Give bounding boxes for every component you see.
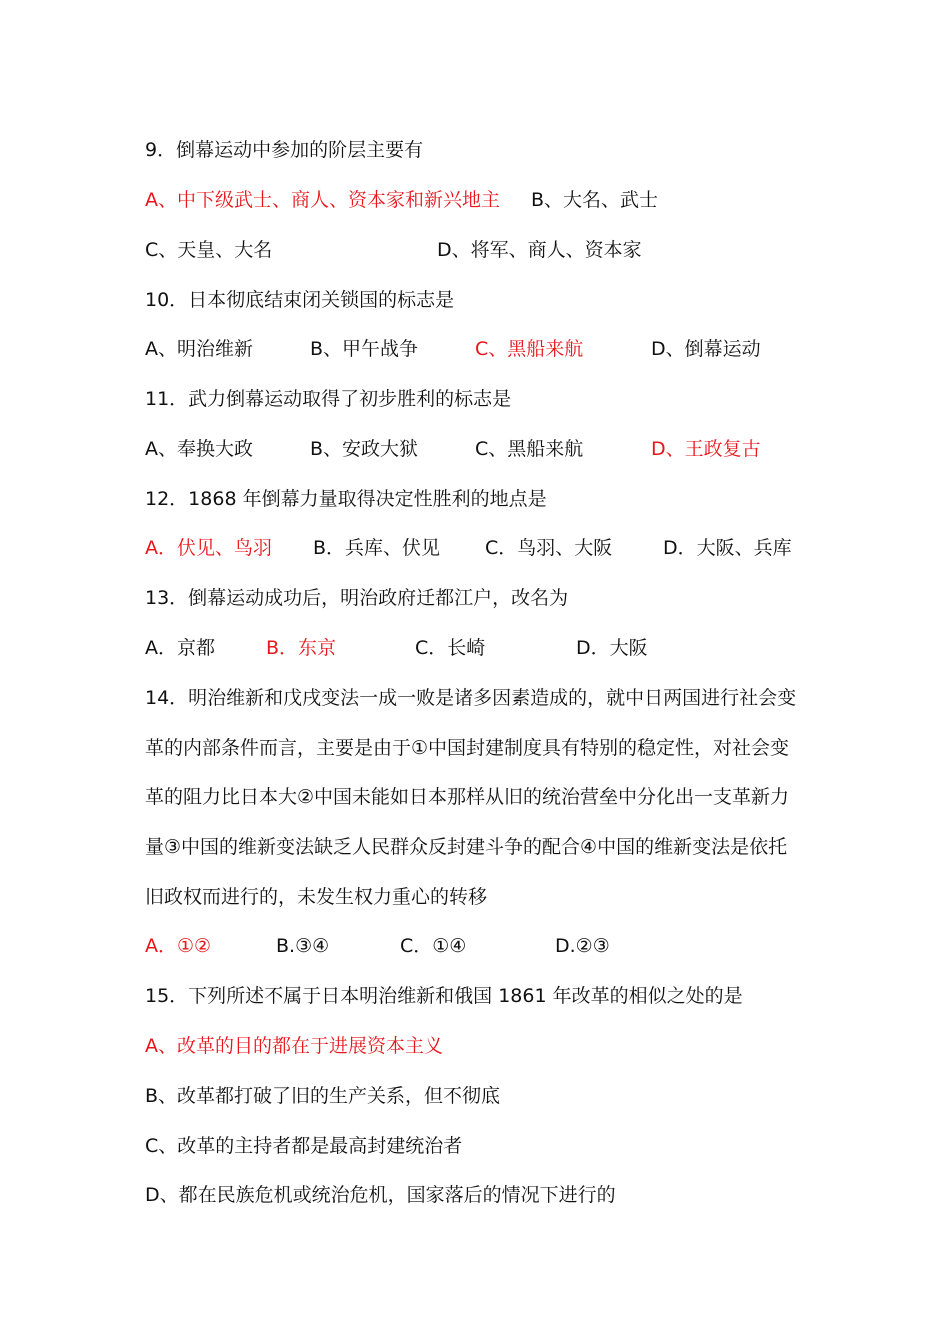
q15-option-d: D、都在民族危机或统治危机，国家落后的情况下进行的 — [145, 1184, 616, 1206]
q10-option-b: B、甲午战争 — [310, 338, 419, 360]
question-14-line-5: 旧政权而进行的，未发生权力重心的转移 — [145, 886, 488, 908]
question-14-line-1: 14．明治维新和戊戌变法一成一败是诸多因素造成的，就中日两国进行社会变 — [145, 687, 797, 709]
q12-option-a: A．伏见、鸟羽 — [145, 537, 272, 559]
q14-option-a: A．①② — [145, 935, 212, 957]
q9-option-b: B、大名、武士 — [531, 189, 659, 211]
q14-option-d: D.②③ — [555, 935, 610, 957]
q12-option-d: D．大阪、兵库 — [663, 537, 792, 559]
question-9: 9．倒幕运动中参加的阶层主要有 — [145, 139, 424, 161]
q15-option-b: B、改革都打破了旧的生产关系，但不彻底 — [145, 1085, 501, 1107]
question-11: 11．武力倒幕运动取得了初步胜利的标志是 — [145, 388, 512, 410]
q9-option-c: C、天皇、大名 — [145, 239, 273, 261]
question-10: 10．日本彻底结束闭关锁国的标志是 — [145, 289, 455, 311]
q11-option-c: C、黑船来航 — [475, 438, 584, 460]
q13-option-c: C．长崎 — [415, 637, 486, 659]
q14-option-b: B.③④ — [276, 935, 330, 957]
q13-option-a: A．京都 — [145, 637, 215, 659]
q15-option-c: C、改革的主持者都是最高封建统治者 — [145, 1135, 463, 1157]
q11-option-a: A、奉换大政 — [145, 438, 253, 460]
q13-option-d: D．大阪 — [576, 637, 648, 659]
q9-option-d: D、将军、商人、资本家 — [437, 239, 642, 261]
q10-option-a: A、明治维新 — [145, 338, 253, 360]
question-14-line-2: 革的内部条件而言，主要是由于①中国封建制度具有特别的稳定性，对社会变 — [145, 737, 790, 759]
q10-option-c: C、黑船来航 — [475, 338, 584, 360]
q13-option-b: B．东京 — [266, 637, 337, 659]
question-12: 12．1868 年倒幕力量取得决定性胜利的地点是 — [145, 488, 547, 510]
q12-option-b: B．兵库、伏见 — [313, 537, 441, 559]
q11-option-b: B、安政大狱 — [310, 438, 419, 460]
q12-option-c: C．鸟羽、大阪 — [485, 537, 613, 559]
q14-option-c: C．①④ — [400, 935, 467, 957]
question-14-line-4: 量③中国的维新变法缺乏人民群众反封建斗争的配合④中国的维新变法是依托 — [145, 836, 788, 858]
q15-option-a: A、改革的目的都在于进展资本主义 — [145, 1035, 443, 1057]
question-15: 15．下列所述不属于日本明治维新和俄国 1861 年改革的相似之处的是 — [145, 985, 743, 1007]
q11-option-d: D、王政复古 — [651, 438, 761, 460]
q9-option-a: A、中下级武士、商人、资本家和新兴地主 — [145, 189, 500, 211]
q10-option-d: D、倒幕运动 — [651, 338, 761, 360]
question-14-line-3: 革的阻力比日本大②中国未能如日本那样从旧的统治营垒中分化出一支革新力 — [145, 786, 790, 808]
question-13: 13．倒幕运动成功后，明治政府迁都江户，改名为 — [145, 587, 569, 609]
